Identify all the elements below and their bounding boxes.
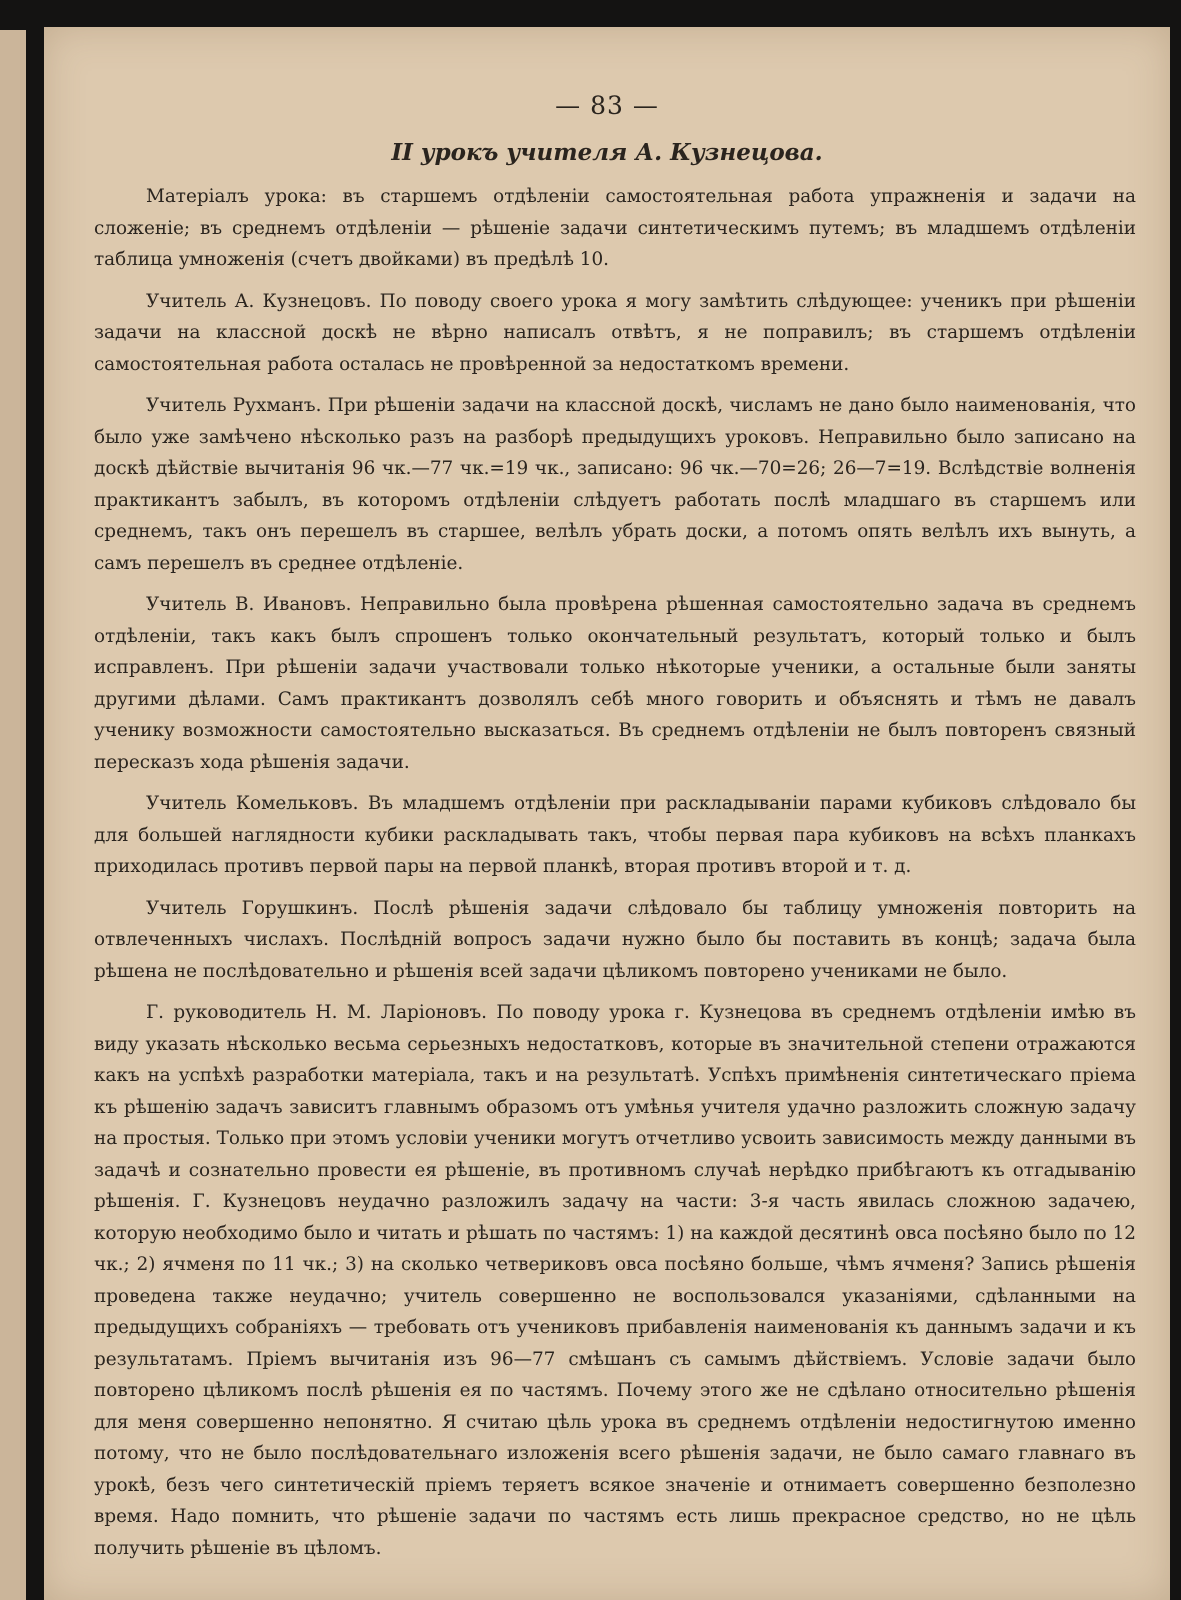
section-title: II урокъ учителя А. Кузнецова.: [391, 139, 823, 166]
page-number: — 83 —: [555, 91, 659, 120]
previous-page-edge: [0, 30, 26, 1600]
paragraph-larionov: Г. руководитель Н. М. Ларіоновъ. По поводу урока г. Кузнецова въ среднемъ отдѣленіи имѣю въ виду указать нѣсколько весьма серьезныхъ недостатковъ, которые въ значительной степени отражаются какъ на успѣхѣ разработки матеріала, такъ и на результатѣ. Успѣхъ примѣненія синтетическаго пріема къ рѣшенію задачъ зависитъ главнымъ образомъ отъ умѣнья учителя удачно разложить сложную задачу на простыя. Только при этомъ условіи ученики могутъ отчетливо усвоить зависимость между данными въ задачѣ и сознательно провести ея рѣшеніе, въ противномъ случаѣ нерѣдко прибѣгаютъ къ отгадыванію рѣшенія. Г. Кузнецовъ неудачно разложилъ задачу на части: 3-я часть явилась сложною задачею, которую необходимо было и читать и рѣшать по частямъ: 1) на каждой десятинѣ овса посѣяно было по 12 чк.; 2) ячменя по 11 чк.; 3) на сколько четвериковъ овса посѣяно больше, чѣмъ ячменя? Запись рѣшенія проведена также неудачно; учитель совершенно не воспользовался указаніями, сдѣланными на предыдущихъ собраніяхъ — требовать отъ учениковъ прибавленія наименованія къ даннымъ задачи и къ результатамъ. Пріемъ вычитанія изъ 96—77 смѣшанъ съ самымъ дѣйствіемъ. Условіе задачи было повторено цѣликомъ послѣ рѣшенія ея по частямъ. Почему этого же не сдѣлано относительно рѣшенія для меня совершенно непонятно. Я считаю цѣль урока въ среднемъ отдѣленіи недостигнутою именно потому, что не было послѣдовательнаго изложенія всего рѣшенія задачи, не было самаго главнаго въ урокѣ, безъ чего синтетическій пріемъ теряетъ всякое значеніе и отнимаетъ совершенно безполезно время. Надо помнить, что рѣшеніе задачи по частямъ есть лишь прекрасное средство, но не цѣль получить рѣшеніе въ цѣломъ.: [94, 1002, 1136, 1559]
paragraph-komelkov: Учитель Комельковъ. Въ младшемъ отдѣленіи при раскладываніи парами кубиковъ слѣдовало бы для большей наглядности кубики раскладывать такъ, чтобы первая пара кубиковъ на всѣхъ планкахъ приходилась противъ первой пары на первой планкѣ, вторая противъ второй и т. д.: [94, 793, 1136, 877]
paragraph-gorushkin: Учитель Горушкинъ. Послѣ рѣшенія задачи слѣдовало бы таблицу умноженія повторить на отвлеченныхъ числахъ. Послѣдній вопросъ задачи нужно было бы поставить въ концѣ; задача была рѣшена не послѣдовательно и рѣшенія всей задачи цѣликомъ повторено учениками не было.: [94, 897, 1136, 982]
paragraph-kuznetsov: Учитель А. Кузнецовъ. По поводу своего урока я могу замѣтить слѣдующее: ученикъ при рѣшеніи задачи на классной доскѣ не вѣрно написалъ отвѣтъ, я не поправилъ; въ старшемъ отдѣленіи самостоятельная работа осталась не провѣренной за недостаткомъ времени.: [94, 290, 1136, 375]
paragraph-material: Матеріалъ урока: въ старшемъ отдѣленіи самостоятельная работа упражненія и задачи на сложеніе; въ среднемъ отдѣленіи — рѣшеніе задачи синтетическимъ путемъ; въ младшемъ отдѣленіи таблица умноженія (счетъ двойками) въ предѣлѣ 10.: [94, 186, 1136, 270]
page-body: [94, 181, 1136, 1564]
paragraph-ivanov: Учитель В. Ивановъ. Неправильно была провѣрена рѣшенная самостоятельно задача въ среднемъ отдѣленіи, такъ какъ былъ спрошенъ только окончательный результатъ, который только и былъ исправленъ. При рѣшеніи задачи участвовали только нѣкоторые ученики, а остальные были заняты другими дѣлами. Самъ практикантъ дозволялъ себѣ много говорить и объяснять и тѣмъ не давалъ ученику возможности самостоятельно высказаться. Въ среднемъ отдѣленіи не былъ повторенъ связный пересказъ хода рѣшенія задачи.: [94, 594, 1136, 773]
book-page: [44, 27, 1170, 1600]
paragraph-rukhman: Учитель Рухманъ. При рѣшеніи задачи на классной доскѣ, числамъ не дано было наименованія, что было уже замѣчено нѣсколько разъ на разборѣ предыдущихъ уроковъ. Неправильно было записано на доскѣ дѣйствіе вычитанія 96 чк.—77 чк.=19 чк., записано: 96 чк.—70=26; 26—7=19. Вслѣдствіе волненія практикантъ забылъ, въ которомъ отдѣленіи слѣдуетъ работать послѣ младшаго въ старшемъ или среднемъ, такъ онъ перешелъ въ старшее, велѣлъ убрать доски, а потомъ опять велѣлъ ихъ вынуть, а самъ перешелъ въ среднее отдѣленіе.: [94, 395, 1136, 574]
